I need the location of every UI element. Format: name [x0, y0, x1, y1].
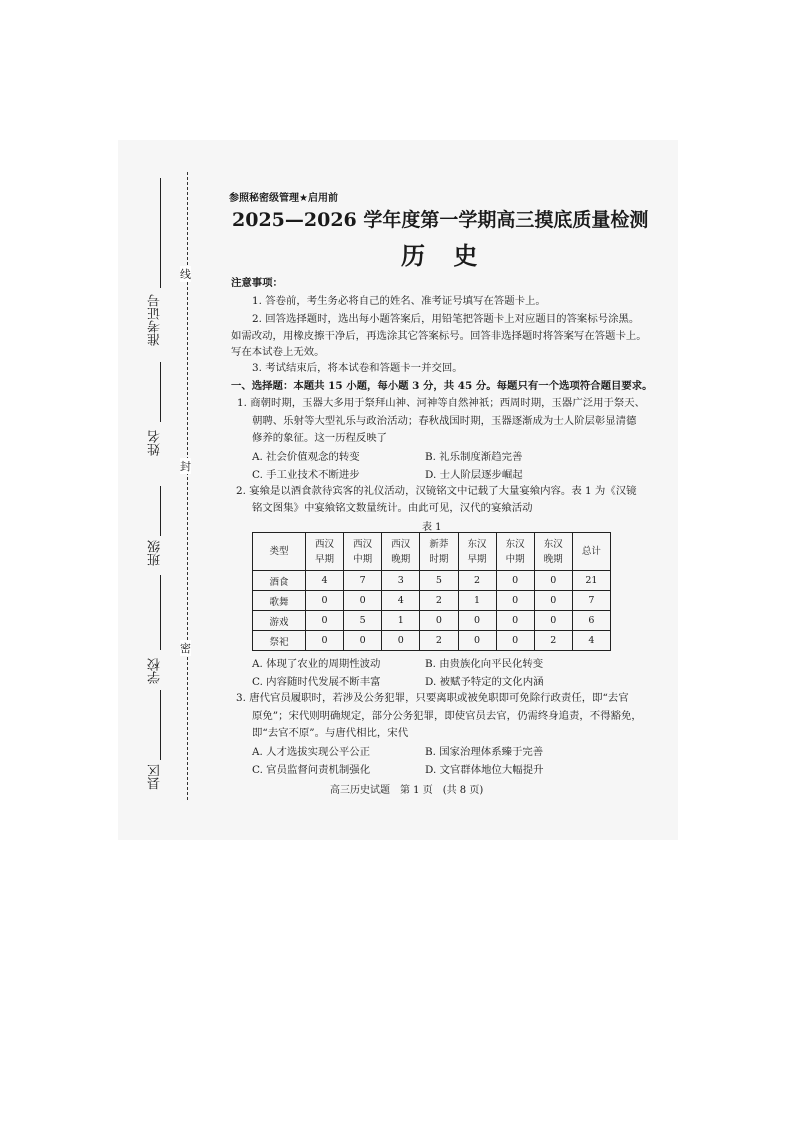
table-header: 西汉 晚期	[382, 533, 420, 571]
data-table	[252, 532, 611, 651]
table-cell: 0	[306, 611, 344, 631]
table-header: 新莽 时期	[420, 533, 458, 571]
q1-stem: 修养的象征。这一历程反映了	[252, 432, 388, 444]
table-cell: 0	[534, 591, 572, 611]
table-cell: 0	[458, 631, 496, 651]
q1-stem: 1. 商朝时期，玉器大多用于祭拜山神、河神等自然神祇；西周时期，玉器广泛用于祭天、	[237, 397, 646, 409]
fill-line	[160, 690, 161, 760]
table-header: 西汉 早期	[306, 533, 344, 571]
table-cell: 4	[306, 571, 344, 591]
table-cell: 0	[344, 591, 382, 611]
table-cell: 0	[458, 611, 496, 631]
q1-option-d: D. 士人阶层逐步崛起	[425, 469, 523, 481]
exam-title: 2025—2026 学年度第一学期高三摸底质量检测	[232, 209, 649, 231]
q3-stem: 3. 唐代官员履职时，若涉及公务犯罪，只要离职或被免职即可免除行政责任，即“去官	[236, 692, 629, 704]
table-cell: 0	[534, 611, 572, 631]
table-cell: 7	[344, 571, 382, 591]
table-row	[253, 631, 611, 651]
table-cell: 1	[458, 591, 496, 611]
table-cell: 5	[420, 571, 458, 591]
q3-option-d: D. 文官群体地位大幅提升	[425, 764, 544, 776]
table-header-row	[253, 533, 611, 571]
table-header: 类型	[253, 533, 306, 571]
table-header: 东汉 早期	[458, 533, 496, 571]
table-cell: 0	[496, 631, 534, 651]
q1-option-b: B. 礼乐制度渐趋完善	[425, 451, 523, 463]
table-header: 东汉 中期	[496, 533, 534, 571]
q3-stem: 原免”；宋代则明确规定，部分公务犯罪，即使官员去官，仍需终身追责，不得豁免，	[252, 710, 642, 722]
section-heading: 一、选择题：本题共 15 小题，每小题 3 分，共 45 分。每题只有一个选项符合题目要求。	[231, 380, 653, 392]
q2-option-c: C. 内容随时代发展不断丰富	[252, 676, 381, 688]
table-cell: 0	[534, 571, 572, 591]
table-header: 东汉 晚期	[534, 533, 572, 571]
secret-level: 参照秘密级管理★启用前	[229, 193, 338, 204]
field-county: 县区	[148, 764, 163, 790]
fill-line	[160, 362, 161, 422]
table-cell: 0	[420, 611, 458, 631]
table-cell: 2	[534, 631, 572, 651]
table-cell: 4	[382, 591, 420, 611]
page-footer: 高三历史试题 第 1 页 (共 8 页)	[330, 785, 484, 796]
q3-option-b: B. 国家治理体系臻于完善	[425, 746, 544, 758]
table-cell: 0	[382, 631, 420, 651]
fill-line	[160, 575, 161, 650]
table-cell: 1	[382, 611, 420, 631]
row-label: 歌舞	[253, 591, 306, 611]
table-cell: 2	[458, 571, 496, 591]
notice-heading: 注意事项：	[231, 277, 283, 289]
row-label: 酒食	[253, 571, 306, 591]
table-cell: 7	[572, 591, 610, 611]
fill-line	[160, 178, 161, 288]
seal-secret-label: 密	[180, 642, 191, 655]
table-row	[253, 591, 611, 611]
table-cell: 0	[306, 591, 344, 611]
table-row	[253, 611, 611, 631]
q3-option-c: C. 官员监督问责机制强化	[252, 764, 371, 776]
table-cell: 2	[420, 631, 458, 651]
notice-item-2: 2. 回答选择题时，选出每小题答案后，用铅笔把答题卡上对应题目的答案标号涂黑。	[252, 313, 640, 325]
table-cell: 2	[420, 591, 458, 611]
table-cell: 5	[344, 611, 382, 631]
table-cell: 3	[382, 571, 420, 591]
seal-seal-label: 封	[180, 460, 191, 473]
table-cell: 0	[306, 631, 344, 651]
field-name: 姓名	[148, 430, 163, 456]
table-cell: 0	[496, 591, 534, 611]
notice-item-2-cont: 如需改动，用橡皮擦干净后，再选涂其它答案标号。回答非选择题时将答案写在答题卡上。	[231, 330, 647, 342]
q3-option-a: A. 人才选拔实现公平公正	[252, 746, 371, 758]
notice-item-2-cont: 写在本试卷上无效。	[231, 346, 325, 358]
q2-option-d: D. 被赋予特定的文化内涵	[425, 676, 544, 688]
q1-stem: 朝聘、乐射等大型礼乐与政治活动；春秋战国时期，玉器逐渐成为士人阶层彰显清德	[252, 415, 637, 427]
fill-line	[160, 486, 161, 536]
row-label: 祭祀	[253, 631, 306, 651]
seal-line-label: 线	[180, 268, 191, 281]
table-cell: 4	[572, 631, 610, 651]
table-cell: 21	[572, 571, 610, 591]
q2-stem: 2. 宴飨是以酒食款待宾客的礼仪活动，汉镜铭文中记载了大量宴飨内容。表 1 为《汉镜	[236, 485, 637, 497]
notice-item-1: 1. 答卷前，考生务必将自己的姓名、准考证号填写在答题卡上。	[252, 295, 546, 307]
q2-stem: 铭文图集》中宴飨铭文数量统计。由此可见，汉代的宴飨活动	[252, 502, 533, 514]
subject-title: 历 史	[401, 241, 488, 270]
table-cell: 0	[344, 631, 382, 651]
q2-option-a: A. 体现了农业的周期性波动	[252, 658, 381, 670]
table-row	[253, 571, 611, 591]
table-header: 西汉 中期	[344, 533, 382, 571]
q1-option-a: A. 社会价值观念的转变	[252, 451, 360, 463]
q3-stem: 即“去官不原”。与唐代相比，宋代	[252, 727, 409, 739]
table-cell: 6	[572, 611, 610, 631]
table-cell: 0	[496, 611, 534, 631]
table-caption: 表 1	[422, 522, 442, 533]
q1-option-c: C. 手工业技术不断进步	[252, 469, 360, 481]
row-label: 游戏	[253, 611, 306, 631]
field-school: 学校	[148, 658, 163, 684]
field-class: 班级	[148, 540, 163, 566]
notice-item-3: 3. 考试结束后，将本试卷和答题卡一并交回。	[252, 362, 463, 374]
q2-option-b: B. 由贵族化向平民化转变	[425, 658, 544, 670]
field-exam-number: 准考证号	[148, 294, 163, 346]
table-header: 总计	[572, 533, 610, 571]
table-cell: 0	[496, 571, 534, 591]
